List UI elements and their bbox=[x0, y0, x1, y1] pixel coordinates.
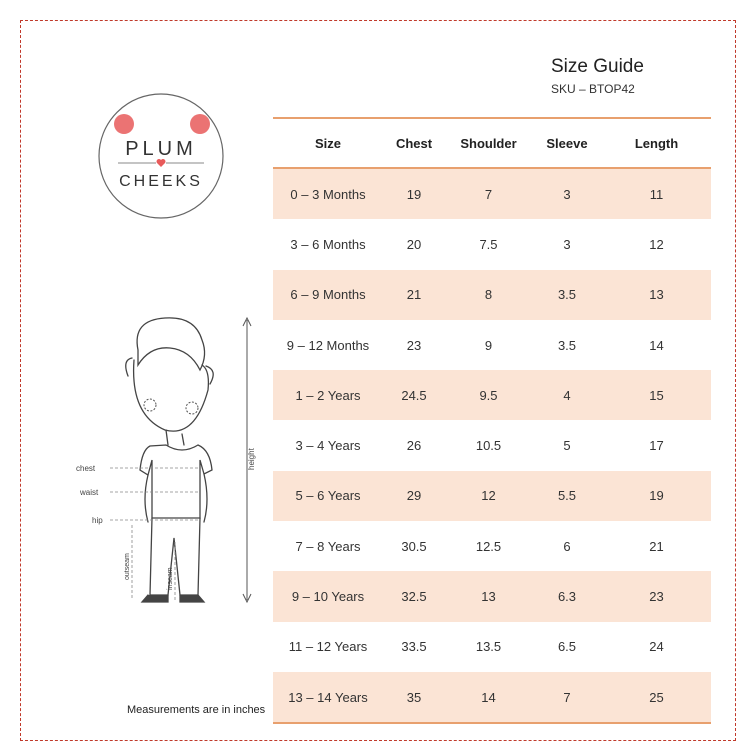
cell-chest: 29 bbox=[383, 471, 445, 521]
cell-shoulder: 12 bbox=[445, 471, 532, 521]
cell-chest: 26 bbox=[406, 438, 422, 454]
measurement-note: Measurements are in inches bbox=[127, 704, 266, 716]
header-sleeve: Sleeve bbox=[532, 118, 602, 168]
table-row bbox=[273, 571, 711, 621]
cell-sleeve: 3 bbox=[532, 168, 602, 219]
cell-size: 7 – 8 Years bbox=[295, 538, 361, 554]
cell-shoulder: 9.5 bbox=[445, 370, 532, 420]
outseam-label: outseam bbox=[124, 553, 131, 580]
cell-size: 9 – 12 Months bbox=[286, 337, 370, 353]
cell-shoulder: 9 bbox=[484, 337, 493, 353]
cell-size: 0 – 3 Months bbox=[273, 168, 383, 219]
cell-sleeve: 6.5 bbox=[557, 639, 577, 655]
cell-sleeve: 4 bbox=[532, 370, 602, 420]
header-size: Size bbox=[273, 118, 383, 168]
cell-sleeve: 5.5 bbox=[532, 471, 602, 521]
page-title: Size Guide bbox=[551, 56, 644, 77]
cell-shoulder: 13.5 bbox=[475, 639, 502, 655]
cell-chest: 30.5 bbox=[401, 538, 427, 554]
cell-length: 17 bbox=[649, 438, 664, 454]
brand-line1: PLUM bbox=[125, 138, 197, 160]
cell-chest: 20 bbox=[406, 236, 422, 252]
cell-shoulder: 12.5 bbox=[475, 538, 502, 554]
table-row bbox=[273, 420, 711, 470]
cell-chest: 24.5 bbox=[383, 370, 445, 420]
table-row bbox=[273, 270, 711, 320]
cell-chest: 23 bbox=[406, 337, 422, 353]
table-row bbox=[273, 622, 711, 672]
cell-chest: 33.5 bbox=[401, 639, 427, 655]
table-row bbox=[273, 672, 711, 723]
cell-sleeve: 3 bbox=[563, 236, 571, 252]
size-table bbox=[273, 117, 711, 724]
hair bbox=[137, 318, 204, 370]
table-row bbox=[273, 320, 711, 370]
table-header-row bbox=[273, 118, 711, 168]
inseam-label: inseam bbox=[167, 567, 174, 590]
cell-shoulder: 13 bbox=[445, 571, 532, 621]
cell-length: 23 bbox=[602, 571, 711, 621]
shirt bbox=[140, 445, 212, 518]
cell-chest: 19 bbox=[383, 168, 445, 219]
cell-sleeve: 7 bbox=[532, 672, 602, 723]
cell-sleeve: 5 bbox=[563, 438, 571, 454]
right-cheek-mark bbox=[190, 114, 210, 134]
cell-length: 13 bbox=[602, 270, 711, 320]
cell-shoulder: 7.5 bbox=[479, 236, 498, 252]
cell-sleeve: 6 bbox=[563, 538, 571, 554]
table-row bbox=[273, 521, 711, 571]
cell-chest: 35 bbox=[383, 672, 445, 723]
waist-label: waist bbox=[80, 488, 99, 497]
brand-line2: CHEEKS bbox=[119, 173, 203, 190]
header-length: Length bbox=[602, 118, 711, 168]
cell-size: 11 – 12 Years bbox=[288, 639, 368, 655]
cell-length: 19 bbox=[602, 471, 711, 521]
table-row bbox=[273, 168, 711, 219]
table-row bbox=[273, 471, 711, 521]
table-row bbox=[273, 370, 711, 420]
cell-shoulder: 7 bbox=[445, 168, 532, 219]
cell-size: 13 – 14 Years bbox=[273, 672, 383, 723]
head bbox=[134, 360, 209, 431]
cell-size: 9 – 10 Years bbox=[273, 571, 383, 621]
table-row bbox=[273, 219, 711, 269]
header-shoulder: Shoulder bbox=[445, 118, 532, 168]
title-block bbox=[551, 56, 644, 96]
chest-label: chest bbox=[76, 464, 96, 473]
plum-cheeks-logo bbox=[86, 93, 236, 219]
cell-size: 5 – 6 Years bbox=[273, 471, 383, 521]
cell-length: 24 bbox=[649, 639, 664, 655]
cell-length: 14 bbox=[649, 337, 664, 353]
cell-sleeve: 6.3 bbox=[532, 571, 602, 621]
cell-shoulder: 14 bbox=[445, 672, 532, 723]
cell-length: 21 bbox=[649, 538, 664, 554]
cell-chest: 32.5 bbox=[383, 571, 445, 621]
cell-size: 1 – 2 Years bbox=[273, 370, 383, 420]
cell-size: 6 – 9 Months bbox=[273, 270, 383, 320]
hip-label: hip bbox=[92, 516, 103, 525]
height-label: height bbox=[247, 448, 256, 470]
cell-length: 12 bbox=[649, 236, 664, 252]
cell-shoulder: 8 bbox=[445, 270, 532, 320]
cell-chest: 21 bbox=[383, 270, 445, 320]
cell-length: 15 bbox=[602, 370, 711, 420]
cell-sleeve: 3.5 bbox=[532, 270, 602, 320]
cell-size: 3 – 4 Years bbox=[295, 438, 361, 454]
cell-length: 11 bbox=[602, 168, 711, 219]
cell-sleeve: 3.5 bbox=[557, 337, 577, 353]
cell-length: 25 bbox=[602, 672, 711, 723]
left-cheek-mark bbox=[114, 114, 134, 134]
cell-shoulder: 10.5 bbox=[475, 438, 502, 454]
header-chest: Chest bbox=[383, 118, 445, 168]
cell-size: 3 – 6 Months bbox=[290, 236, 366, 252]
sku-label: SKU – BTOP42 bbox=[551, 82, 635, 96]
child-measurement-figure bbox=[70, 310, 270, 610]
